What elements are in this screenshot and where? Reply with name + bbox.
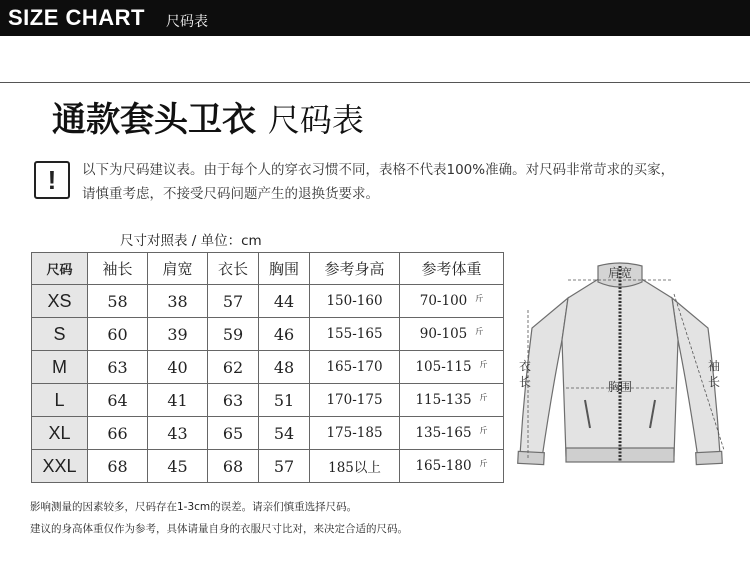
- cell-shoulder: 38: [148, 285, 208, 318]
- table-header-row: [32, 253, 504, 285]
- cell-size: S: [32, 318, 88, 351]
- cell-chest: 57: [259, 450, 310, 483]
- col-header-length: 衣长: [208, 253, 259, 285]
- cell-size: XL: [32, 417, 88, 450]
- unit-jin: 斤: [479, 426, 488, 435]
- cell-length: 62: [208, 351, 259, 384]
- unit-jin: 斤: [475, 294, 484, 303]
- cell-length: 65: [208, 417, 259, 450]
- cell-size: M: [32, 351, 88, 384]
- cell-chest: 51: [259, 384, 310, 417]
- table-row: [32, 318, 504, 351]
- cell-weight: 135-165 $^斤$: [400, 417, 504, 450]
- cell-size: XS: [32, 285, 88, 318]
- table-row: [32, 450, 504, 483]
- cell-shoulder: 43: [148, 417, 208, 450]
- cell-height: 170-175: [310, 384, 400, 417]
- cell-weight: 165-180 $^斤$: [400, 450, 504, 483]
- col-header-weight: 参考体重: [400, 253, 504, 285]
- cell-weight: 90-105 $^斤$: [400, 318, 504, 351]
- unit-jin: 斤: [479, 360, 488, 369]
- label-sleeve-1: 袖: [707, 359, 721, 373]
- cell-sleeve: 58: [88, 285, 148, 318]
- cell-length: 68: [208, 450, 259, 483]
- col-header-shoulder: 肩宽: [148, 253, 208, 285]
- divider: [0, 82, 750, 83]
- header-title-cn: 尺码表: [166, 14, 208, 30]
- footnote-1: 影响测量的因素较多，尺码存在1-3cm的误差。请亲们慎重选择尺码。: [30, 501, 358, 513]
- cell-weight: 70-100 $^斤$: [400, 285, 504, 318]
- col-header-height: 参考身高: [310, 253, 400, 285]
- cell-length: 59: [208, 318, 259, 351]
- title-main: 通款套头卫衣: [52, 100, 256, 140]
- cell-length: 57: [208, 285, 259, 318]
- table-row: [32, 351, 504, 384]
- notice-line-2: 请慎重考虑，不接受尺码问题产生的退换货要求。: [82, 186, 379, 202]
- label-length-1: 衣: [518, 359, 532, 373]
- cell-size: L: [32, 384, 88, 417]
- cell-height: 185以上: [310, 450, 400, 483]
- label-shoulder: 肩宽: [607, 266, 633, 280]
- cell-shoulder: 39: [148, 318, 208, 351]
- cell-shoulder: 45: [148, 450, 208, 483]
- footnote-2: 建议的身高体重仅作为参考，具体请量自身的衣服尺寸比对，来决定合适的尺码。: [30, 523, 408, 535]
- notice-text: [82, 158, 732, 206]
- cell-chest: 44: [259, 285, 310, 318]
- cell-shoulder: 40: [148, 351, 208, 384]
- header-title-en: SIZE CHART: [8, 5, 145, 30]
- warning-icon: !: [34, 161, 70, 199]
- cell-shoulder: 41: [148, 384, 208, 417]
- notice-line-1: 以下为尺码建议表。由于每个人的穿衣习惯不同，表格不代表100%准确。对尺码非常苛求的买家，: [82, 162, 675, 178]
- cell-sleeve: 63: [88, 351, 148, 384]
- cell-weight: 105-115 $^斤$: [400, 351, 504, 384]
- size-table: [31, 252, 504, 483]
- col-header-chest: 胸围: [259, 253, 310, 285]
- cell-sleeve: 66: [88, 417, 148, 450]
- cell-sleeve: 64: [88, 384, 148, 417]
- label-chest: 胸围: [607, 380, 633, 394]
- unit-jin: 斤: [479, 393, 488, 402]
- title-sub: 尺码表: [267, 101, 364, 139]
- cell-weight: 115-135 $^斤$: [400, 384, 504, 417]
- cell-size: XXL: [32, 450, 88, 483]
- unit-label: 尺寸对照表 / 单位：cm: [120, 233, 262, 249]
- unit-jin: 斤: [475, 327, 484, 336]
- cell-chest: 54: [259, 417, 310, 450]
- table-row: [32, 384, 504, 417]
- jacket-illustration: [510, 250, 735, 475]
- page-title: [52, 92, 364, 141]
- cell-height: 155-165: [310, 318, 400, 351]
- unit-jin: 斤: [479, 459, 488, 468]
- label-length-2: 长: [518, 375, 532, 389]
- header-bar: [0, 0, 750, 36]
- cell-sleeve: 60: [88, 318, 148, 351]
- cell-height: 175-185: [310, 417, 400, 450]
- col-header-sleeve: 袖长: [88, 253, 148, 285]
- cell-chest: 48: [259, 351, 310, 384]
- table-row: [32, 417, 504, 450]
- cell-length: 63: [208, 384, 259, 417]
- label-sleeve-2: 长: [707, 375, 721, 389]
- cell-sleeve: 68: [88, 450, 148, 483]
- col-header-size: 尺码: [32, 253, 88, 285]
- jacket-diagram: [510, 250, 735, 479]
- cell-chest: 46: [259, 318, 310, 351]
- cell-height: 165-170: [310, 351, 400, 384]
- table-row: [32, 285, 504, 318]
- cell-height: 150-160: [310, 285, 400, 318]
